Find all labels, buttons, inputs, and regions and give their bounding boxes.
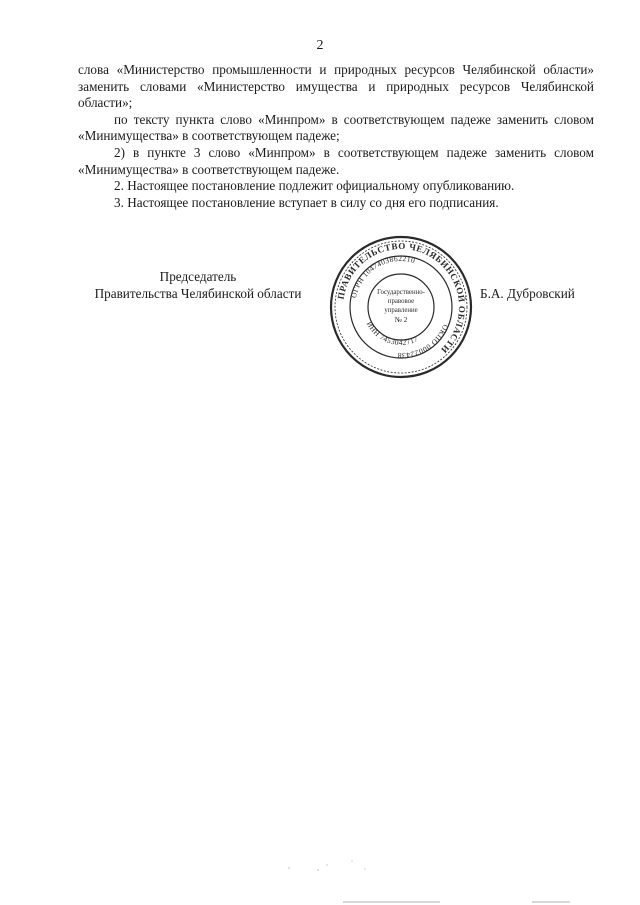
signature-block [0,268,640,378]
signatory-title [68,268,328,302]
document-body [78,62,594,211]
scan-dot [288,867,289,868]
paragraph-4: 2. Настоящее постановление подлежит официальному опубликованию. [114,178,515,194]
paragraph-1: слова «Министерство промышленности и природных ресурсов Челябинской области» заменить словами «Министерство имущества и природных ресурсов Челябинской области»; [78,62,594,111]
scan-artifacts [0,860,640,905]
seal-ogrn-text: ОГРН 1047403862210 [348,253,417,299]
page-number: 2 [316,38,324,53]
paragraph-5: 3. Настоящее постановление вступает в силу со дня его подписания. [114,194,499,210]
seal-outer-text: ПРАВИТЕЛЬСТВО ЧЕЛЯБИНСКОЙ ОБЛАСТИ [335,240,468,356]
scan-dot [365,869,366,870]
official-seal [328,234,474,380]
seal-okpo-text: ОКПО 00022438 [397,323,451,361]
signatory-title-line1: Председатель [159,269,237,284]
seal-center-line4: № 2 [394,315,408,324]
seal-center-line2: правовое [387,298,415,305]
scan-dot [317,869,318,870]
signatory-title-line2: Правительства Челябинской области [94,286,302,301]
seal-graphic [328,234,474,380]
seal-center-line3: управление [384,307,418,314]
signatory-name: Б.А. Дубровский [480,286,575,301]
paragraph-3: 2) в пункте 3 слово «Минпром» в соответствующем падеже заменить словом «Минимущества» в соответствующем падеже. [78,144,594,177]
seal-center-line1: Государственно- [377,289,425,296]
scan-dot [352,861,353,862]
scan-dot [327,865,328,866]
paragraph-2: по тексту пункта слово «Минпром» в соответствующем падеже заменить словом «Минимущества» в соответствующем падеже; [78,111,594,144]
seal-inn-text: ИНН 7453042717 [364,319,420,348]
